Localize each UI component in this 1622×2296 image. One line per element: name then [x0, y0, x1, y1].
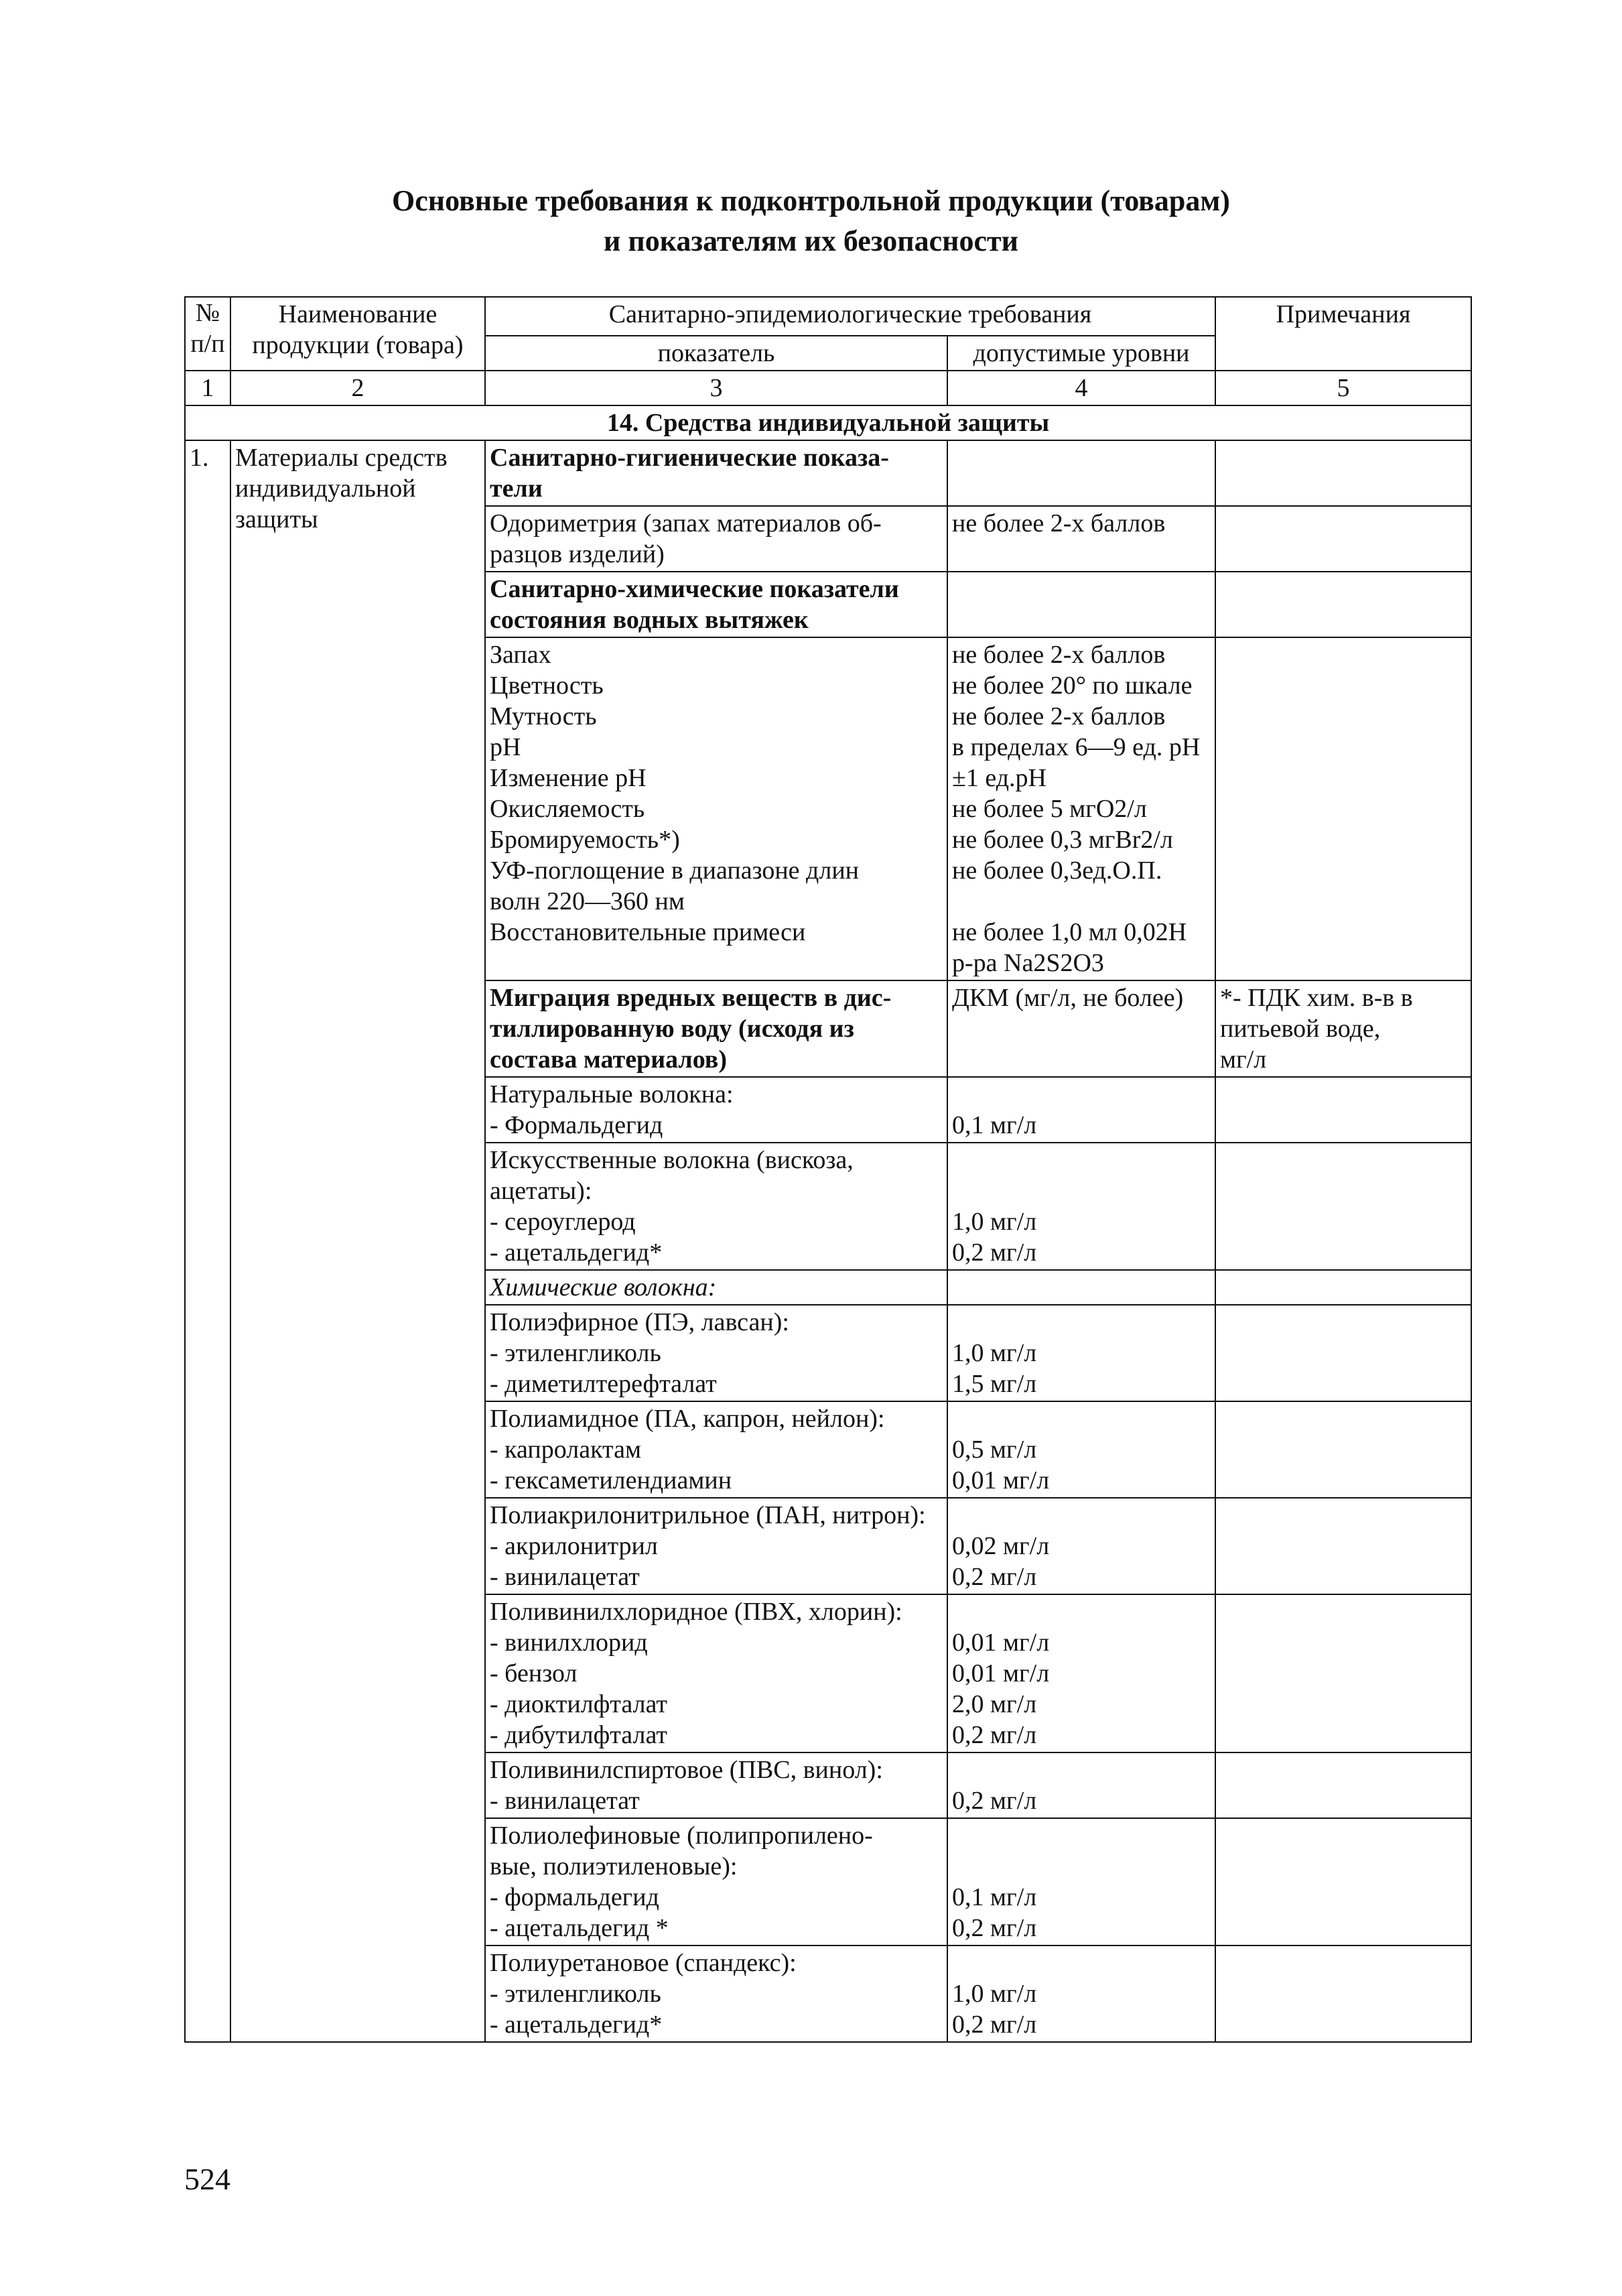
section-row [185, 405, 1471, 440]
note-cell [1215, 637, 1471, 980]
level-cell [947, 1270, 1215, 1305]
cell-line: 1,0 мг/л [952, 1980, 1037, 2008]
cell-line: 0,2 мг/л [952, 1721, 1037, 1749]
level-cell [947, 572, 1215, 637]
col-number-2: 2 [230, 371, 485, 405]
indicator-cell [485, 1594, 947, 1752]
header-levels: допустимые уровни [947, 336, 1215, 371]
col-number-3: 3 [485, 371, 947, 405]
cell-line: не более 2-х баллов [952, 509, 1166, 537]
note-cell [1215, 1270, 1471, 1305]
cell-line: не более 2-х баллов [952, 702, 1166, 730]
note-cell [1215, 1594, 1471, 1752]
cell-line [952, 1500, 1211, 1531]
cell-line: 1,0 мг/л [952, 1208, 1037, 1236]
title-line-1: Основные требования к подконтрольной продукции (товарам) [392, 184, 1230, 217]
cell-line: Одориметрия (запах материалов об- [490, 509, 882, 537]
cell-line [952, 1851, 1211, 1882]
level-cell [947, 1594, 1215, 1752]
cell-line: 1,0 мг/л [952, 1339, 1037, 1367]
cell-line: Цветность [490, 672, 604, 700]
cell-line: Запах [490, 641, 551, 669]
level-cell [947, 1077, 1215, 1143]
cell-line: Химические волокна: [490, 1273, 717, 1301]
cell-line: 0,2 мг/л [952, 1914, 1037, 1942]
cell-line: Полиэфирное (ПЭ, лавсан): [490, 1308, 789, 1336]
cell-line [952, 1079, 1211, 1110]
cell-line [952, 1596, 1211, 1627]
cell-line: тели [490, 474, 543, 503]
header-san-requirements: Санитарно-эпидемиологические требования [485, 297, 1215, 336]
note-cell [1215, 1498, 1471, 1594]
cell-line: 2,0 мг/л [952, 1690, 1037, 1718]
cell-line: состава материалов) [490, 1045, 727, 1074]
note-cell [1215, 1143, 1471, 1270]
indicator-cell [485, 1752, 947, 1818]
note-cell [1215, 1818, 1471, 1946]
cell-line: состояния водных вытяжек [490, 606, 809, 634]
indicator-cell [485, 1077, 947, 1143]
cell-line: - винилхлорид [490, 1629, 648, 1657]
cell-line: вые, полиэтиленовые): [490, 1852, 738, 1880]
level-cell [947, 506, 1215, 572]
level-cell [947, 980, 1215, 1077]
note-cell [1215, 572, 1471, 637]
cell-line: Полиуретановое (спандекс): [490, 1949, 797, 1977]
cell-line: 0,2 мг/л [952, 1563, 1037, 1591]
item-number: 1. [185, 440, 230, 2042]
page-title [0, 181, 1622, 261]
cell-line: не более 20° по шкале [952, 672, 1193, 700]
header-indicator: показатель [485, 336, 947, 371]
indicator-cell [485, 637, 947, 980]
cell-line: Санитарно-химические показатели [490, 575, 899, 603]
note-cell [1215, 1752, 1471, 1818]
header-notes: Примечания [1215, 297, 1471, 371]
cell-line: Натуральные волокна: [490, 1080, 734, 1108]
cell-line: не более 0,3ед.О.П. [952, 856, 1162, 885]
level-cell [947, 1946, 1215, 2042]
level-cell [947, 1818, 1215, 1946]
page-number: 524 [184, 2162, 230, 2196]
level-cell [947, 1498, 1215, 1594]
cell-line: Искусственные волокна (вискоза, [490, 1146, 854, 1174]
cell-line: - капролактам [490, 1436, 642, 1464]
cell-line: Бромируемость*) [490, 826, 680, 854]
cell-line [952, 1403, 1211, 1434]
cell-line: - Формальдегид [490, 1111, 663, 1139]
indicator-cell [485, 506, 947, 572]
cell-line: - дибутилфталат [490, 1721, 667, 1749]
cell-line: - бензол [490, 1659, 578, 1687]
table-row [185, 440, 1471, 506]
cell-line: 0,1 мг/л [952, 1883, 1037, 1911]
cell-line: *- ПДК хим. в-в в [1220, 984, 1413, 1012]
cell-line [952, 1307, 1211, 1338]
cell-line: ацетаты): [490, 1177, 592, 1205]
requirements-table [184, 296, 1472, 2043]
cell-line: Мутность [490, 702, 597, 730]
note-cell [1215, 506, 1471, 572]
cell-line: ±1 ед.pH [952, 764, 1046, 792]
col-number-4: 4 [947, 371, 1215, 405]
cell-line: ДКМ (мг/л, не более) [952, 984, 1184, 1012]
cell-line: 0,1 мг/л [952, 1111, 1037, 1139]
cell-line [952, 1755, 1211, 1785]
column-numbers-row [185, 371, 1471, 405]
cell-line: не более 0,3 мгBr2/л [952, 826, 1173, 854]
note-cell [1215, 1946, 1471, 2042]
level-cell [947, 440, 1215, 506]
cell-line [952, 1948, 1211, 1978]
cell-line [490, 948, 943, 978]
cell-line: - формальдегид [490, 1883, 659, 1911]
cell-line: тиллированную воду (исходя из [490, 1015, 854, 1043]
note-cell [1215, 1401, 1471, 1498]
indicator-cell [485, 1818, 947, 1946]
level-cell [947, 1401, 1215, 1498]
cell-line [952, 886, 1211, 917]
note-cell [1215, 1305, 1471, 1401]
cell-line: - диоктилфталат [490, 1690, 668, 1718]
header-num: № п/п [185, 297, 230, 371]
cell-line: Восстановительные примеси [490, 918, 806, 946]
cell-line: 0,02 мг/л [952, 1532, 1050, 1560]
cell-line: Полиолефиновые (полипропилено- [490, 1822, 873, 1850]
cell-line: волн 220—360 нм [490, 887, 685, 915]
indicator-cell [485, 1270, 947, 1305]
col-number-1: 1 [185, 371, 230, 405]
cell-line: 0,2 мг/л [952, 2011, 1037, 2039]
cell-line: pH [490, 733, 521, 761]
cell-line: - диметилтерефталат [490, 1370, 717, 1398]
indicator-cell [485, 1305, 947, 1401]
cell-line: Поливинилхлоридное (ПВХ, хлорин): [490, 1598, 902, 1626]
note-cell [1215, 1077, 1471, 1143]
cell-line: - гексаметилендиамин [490, 1466, 732, 1494]
indicator-cell [485, 1498, 947, 1594]
indicator-cell [485, 1143, 947, 1270]
cell-line [952, 1820, 1211, 1851]
cell-line: 0,01 мг/л [952, 1629, 1050, 1657]
cell-line: 0,01 мг/л [952, 1659, 1050, 1687]
cell-line: - этиленгликоль [490, 1980, 661, 2008]
cell-line: Полиамидное (ПА, капрон, нейлон): [490, 1405, 885, 1433]
cell-line: питьевой воде, [1220, 1015, 1381, 1043]
cell-line: Окисляемость [490, 795, 645, 823]
cell-line [952, 1145, 1211, 1175]
level-cell [947, 1143, 1215, 1270]
cell-line: в пределах 6—9 ед. pH [952, 733, 1201, 761]
level-cell [947, 637, 1215, 980]
level-cell [947, 1305, 1215, 1401]
header-name: Наименование продукции (товара) [230, 297, 485, 371]
cell-line: разцов изделий) [490, 540, 665, 568]
cell-line: Изменение pH [490, 764, 647, 792]
note-cell [1215, 440, 1471, 506]
cell-line: - винилацетат [490, 1787, 640, 1815]
col-number-5: 5 [1215, 371, 1471, 405]
cell-line: мг/л [1220, 1045, 1267, 1074]
cell-line: - этиленгликоль [490, 1339, 661, 1367]
cell-line: не более 5 мгО2/л [952, 795, 1147, 823]
cell-line: - ацетальдегид* [490, 1238, 663, 1267]
section-title: 14. Средства индивидуальной защиты [185, 405, 1471, 440]
title-line-2: и показателям их безопасности [604, 225, 1018, 257]
cell-line: 0,2 мг/л [952, 1238, 1037, 1267]
cell-line: - сероуглерод [490, 1208, 636, 1236]
cell-line: не более 1,0 мл 0,02Н [952, 918, 1187, 946]
cell-line: Полиакрилонитрильное (ПАН, нитрон): [490, 1501, 926, 1529]
cell-line: - ацетальдегид* [490, 2011, 663, 2039]
note-cell [1215, 980, 1471, 1077]
cell-line: не более 2-х баллов [952, 641, 1166, 669]
cell-line: 0,5 мг/л [952, 1436, 1037, 1464]
item-name: Материалы средств индивидуальной защиты [230, 440, 485, 2042]
cell-line: 1,5 мг/л [952, 1370, 1037, 1398]
cell-line: Миграция вредных веществ в дис- [490, 984, 892, 1012]
indicator-cell [485, 440, 947, 506]
indicator-cell [485, 1946, 947, 2042]
cell-line: - акрилонитрил [490, 1532, 658, 1560]
indicator-cell [485, 980, 947, 1077]
cell-line [952, 1175, 1211, 1206]
cell-line: 0,01 мг/л [952, 1466, 1050, 1494]
indicator-cell [485, 572, 947, 637]
cell-line: - ацетальдегид * [490, 1914, 669, 1942]
cell-line: УФ-поглощение в диапазоне длин [490, 856, 860, 885]
cell-line: - винилацетат [490, 1563, 640, 1591]
header-row-1 [185, 297, 1471, 336]
cell-line: р-ра Na2S2O3 [952, 949, 1104, 977]
cell-line: Поливинилспиртовое (ПВС, винол): [490, 1756, 883, 1784]
cell-line: Санитарно-гигиенические показа- [490, 444, 889, 472]
indicator-cell [485, 1401, 947, 1498]
level-cell [947, 1752, 1215, 1818]
cell-line: 0,2 мг/л [952, 1787, 1037, 1815]
